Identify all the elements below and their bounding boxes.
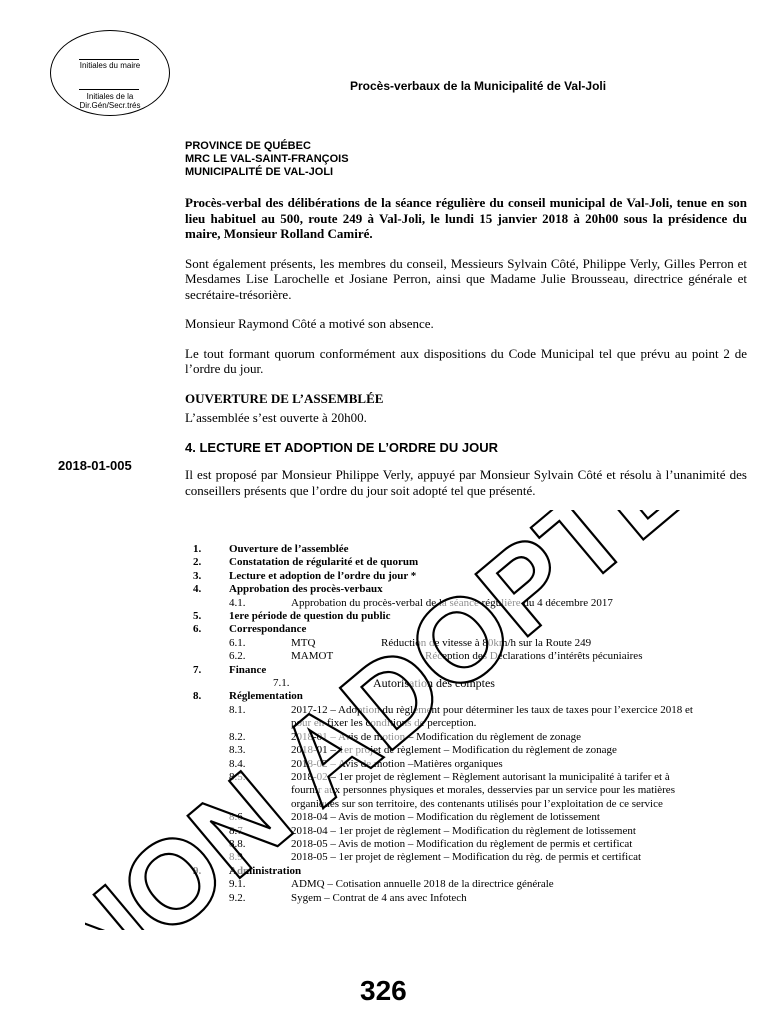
agenda-item-title: Administration [229,864,302,877]
agenda-item [193,570,713,583]
agenda-item-title: Réglementation [229,690,303,703]
agenda-item-number: 9. [193,864,202,877]
agenda-subitem [193,650,713,663]
agenda-subitem-number: 8.8. [229,837,246,850]
agenda-list [193,543,713,905]
document-header-title: Procès-verbaux de la Municipalité de Val-Joli [350,79,607,93]
municipality-line: MUNICIPALITÉ DE VAL-JOLI [185,166,334,178]
agenda-subitem-number: 8.9. [229,851,246,864]
page-number: 326 [360,975,407,1006]
agenda-item-number: 3. [193,569,202,582]
agenda-subitem [193,771,713,811]
agenda-item-title: Ouverture de l’assemblée [229,543,349,555]
agenda-subitem-text: ADMQ – Cotisation annuelle 2018 de la directrice générale [291,878,554,891]
agenda-subitem [193,597,713,610]
agenda-subitem-text: 2018-04 – Avis de motion – Modification du règlement de lotissement [291,811,600,824]
agenda-subitem [193,704,713,731]
agenda-item-title: Constatation de régularité et de quorum [229,556,419,569]
agenda-item [193,623,713,636]
quorum-paragraph: Le tout formant quorum conformément aux dispositions du Code Municipal tel que prévu au point 2 de l’ordre du jour. [185,345,747,376]
agenda-subitem-text: 2018-02 – Avis de motion –Matières organiques [291,757,503,770]
agenda-subitem-sender: MAMOT [291,650,334,663]
agenda-subitem-text: Sygem – Contrat de 4 ans avec Infotech [291,891,467,904]
agenda-item [193,664,713,677]
mayor-initials-line [79,59,139,60]
agenda-item [193,556,713,569]
agenda-subitem-text: 2018-01 – Avis de motion – Modification du règlement de zonage [291,730,582,743]
agenda-item [193,865,713,878]
agenda-subitem [193,677,713,690]
agenda-item-title: Lecture et adoption de l’ordre du jour * [229,569,417,582]
opening-text: L’assemblée s’est ouverte à 20h00. [185,410,367,425]
agenda-item-title: Finance [229,663,267,676]
agenda-item-number: 7. [193,663,202,676]
agenda-subitem-text: 2018-01 – 1er projet de règlement – Modification du règlement de zonage [291,744,617,757]
watermark-text: NON ADOPTÉ [85,510,685,930]
agenda-item-number: 8. [193,690,202,703]
agenda-item-number: 6. [193,623,202,636]
agenda-subitem-number: 8.1. [229,703,246,716]
agenda-subitem [193,758,713,771]
director-initials-line [79,89,139,90]
agenda-subitem-text: 2017-12 – Adoption du règlement pour déterminer les taux de taxes pour l’exercice 2018 et pour en fixer les conditions de perception. [291,703,693,730]
agenda-item [193,690,713,703]
mayor-initials-label: Initiales du maire [79,61,141,70]
agenda-subitem-number: 8.6. [229,811,246,824]
agenda-subitem-text: 2018-05 – 1er projet de règlement – Modification du règ. de permis et certificat [291,851,642,864]
province-line: PROVINCE DE QUÉBEC [185,140,311,152]
agenda-item-title: Correspondance [229,623,307,636]
agenda-subitem-number: 6.2. [229,650,246,663]
province-block [185,140,349,179]
agenda-subitem-number: 6.1. [229,636,246,649]
agenda-subitem [193,838,713,851]
agenda-subitem [193,851,713,864]
agenda-subitem [193,892,713,905]
attendees-paragraph: Sont également présents, les membres du conseil, Messieurs Sylvain Côté, Philippe Verly, Gilles Perron et Mesdames Lise Larochelle et Josiane Perron, ainsi que Madame Julie Brousseau, directrice générale et secrétaire-trésorière. [185,255,747,302]
agenda-subitem [193,731,713,744]
agenda-item [193,543,713,556]
agenda-item-number: 1. [193,543,202,555]
director-initials-label-line2: Dir.Gén/Secr.trés [79,101,141,110]
agenda-subitem-text: Réduction de vitesse à 80km/h sur la Route 249 [381,636,592,649]
agenda-subitem-text: Autorisation des comptes [373,676,495,691]
agenda-subitem-text: 2018-05 – Avis de motion – Modification du règlement de permis et certificat [291,837,633,850]
agenda-subitem-number: 8.3. [229,744,246,757]
agenda-item-number: 5. [193,610,202,623]
mrc-line: MRC LE VAL-SAINT-FRANÇOIS [185,153,349,165]
director-initials-label [51,92,169,110]
agenda-subitem-text: 2018-02 – 1er projet de règlement – Règlement autorisant la municipalité à tarifer et à fournir aux personnes physiques et morales, desservies par un service pour les matières organiques sur son territoire, des contenants utilisés pour l’exploitation de ce service [291,770,675,810]
agenda-subitem-text: Approbation du procès-verbal de la séance régulière du 4 décembre 2017 [291,596,613,609]
minutes-body [185,195,747,512]
agenda-item-number: 4. [193,583,202,596]
agenda-subitem [193,811,713,824]
agenda-subitem-text: 2018-04 – 1er projet de règlement – Modification du règlement de lotissement [291,824,636,837]
opening-heading: OUVERTURE DE L’ASSEMBLÉE [185,390,384,406]
agenda-subitem-number: 7.1. [273,677,290,690]
agenda-subitem [193,637,713,650]
resolution-number: 2018-01-005 [58,458,132,473]
agenda-subitem-number: 8.5. [229,770,246,783]
agenda-item-title: Approbation des procès-verbaux [229,583,383,596]
director-initials-label-line1: Initiales de la [86,92,134,101]
agenda-subitem [193,825,713,838]
agenda-subitem-sender: MTQ [291,636,316,649]
agenda-subitem-text: Réception des Déclarations d’intérêts pécuniaires [425,650,643,663]
minutes-intro: Procès-verbal des délibérations de la séance régulière du conseil municipal de Val-Joli, tenue en son lieu habituel au 500, route 249 à Val-Joli, le lundi 15 janvier 2018 à 20h00 sous la présidence du maire, Monsieur Rolland Camiré. [185,195,747,241]
agenda-subitem-number: 8.7. [229,824,246,837]
agenda-subitem-number: 8.4. [229,757,246,770]
agenda-item-title: 1ere période de question du public [229,610,391,623]
agenda-subitem-number: 9.1. [229,878,246,891]
agenda-item-number: 2. [193,556,202,569]
agenda-subitem [193,878,713,891]
agenda-subitem-number: 8.2. [229,730,246,743]
resolution-heading: 4. LECTURE ET ADOPTION DE L’ORDRE DU JOUR [185,439,498,455]
absence-paragraph: Monsieur Raymond Côté a motivé son absence. [185,316,434,331]
resolution-text: Il est proposé par Monsieur Philippe Verly, appuyé par Monsieur Sylvain Côté et résolu à l’unanimité des conseillers présents que l’ordre du jour soit adopté tel que présenté. [185,467,747,498]
agenda-subitem-number: 9.2. [229,891,246,904]
agenda-subitem-number: 4.1. [229,596,246,609]
initials-seal [50,30,170,116]
agenda-item [193,583,713,596]
agenda-subitem [193,744,713,757]
agenda-item [193,610,713,623]
